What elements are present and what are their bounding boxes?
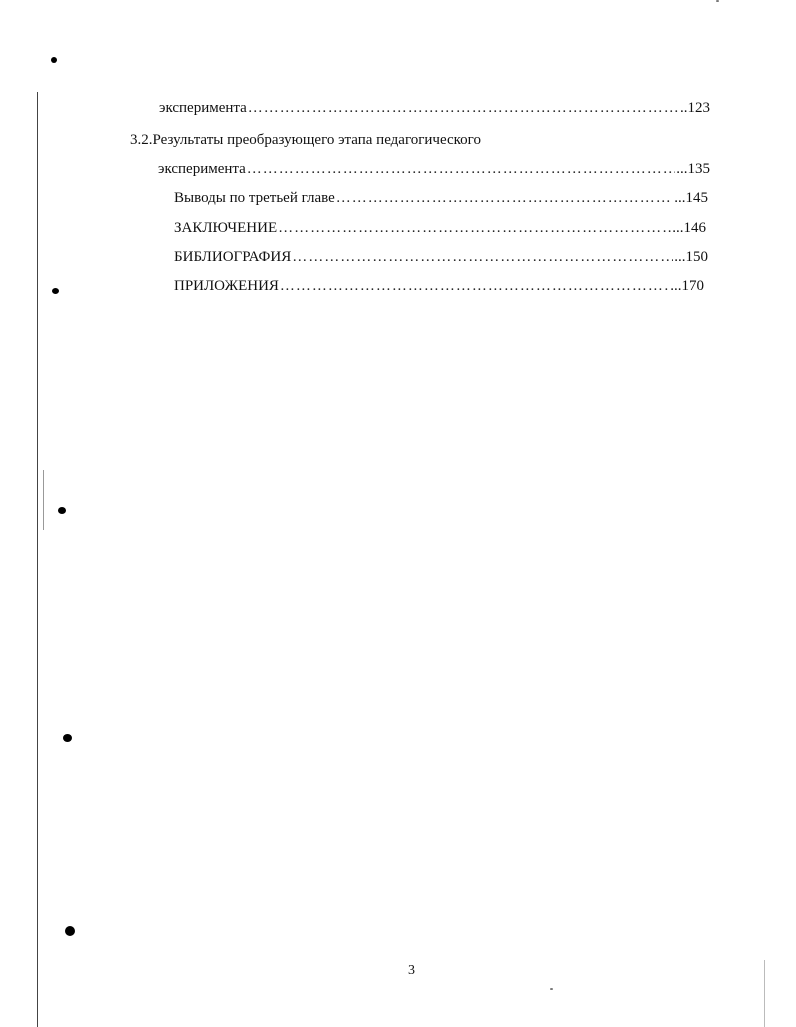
toc-entry-page: ..123 — [680, 100, 710, 116]
toc-leader-dots — [278, 219, 671, 237]
toc-entry-page: ...145 — [674, 190, 708, 206]
toc-entry-label: ПРИЛОЖЕНИЯ — [174, 278, 279, 294]
toc-entry-page: ...150 — [674, 249, 708, 265]
toc-entry-label: ЗАКЛЮЧЕНИЕ — [174, 220, 278, 236]
toc-entry — [159, 99, 710, 117]
toc-entry — [174, 219, 706, 237]
toc-leader-dots — [292, 248, 673, 266]
toc-leader-dots — [280, 277, 669, 295]
toc-entry-page: ...146 — [672, 220, 706, 236]
toc-entry — [174, 248, 708, 266]
punch-hole-2 — [52, 288, 59, 294]
toc-entry-page: ...135 — [676, 161, 710, 177]
toc-entry-label: БИБЛИОГРАФИЯ — [174, 249, 292, 265]
toc-entry — [130, 131, 481, 149]
punch-hole-4 — [63, 734, 72, 742]
punch-hole-3 — [58, 507, 66, 514]
left-margin-line — [37, 92, 38, 1027]
page-number: 3 — [408, 963, 415, 978]
punch-hole-1 — [51, 57, 57, 63]
toc-leader-dots — [248, 99, 679, 117]
toc-entry-label: эксперимента — [158, 161, 246, 177]
toc-leader-dots — [247, 160, 675, 178]
toc-entry-page: ...170 — [670, 278, 704, 294]
toc-entry — [158, 160, 710, 178]
scan-speck — [550, 988, 553, 990]
toc-leader-dots — [336, 189, 673, 207]
punch-hole-5 — [65, 926, 75, 936]
toc-entry-label: эксперимента — [159, 100, 247, 116]
toc-entry — [174, 189, 708, 207]
scan-speck — [716, 0, 719, 2]
right-edge-mark — [764, 960, 765, 1027]
toc-entry-label: Выводы по третьей главе — [174, 190, 335, 206]
toc-entry — [174, 277, 704, 295]
toc-entry-label: 3.2.Результаты преобразующего этапа педагогического — [130, 132, 481, 148]
left-margin-mark — [43, 470, 44, 530]
